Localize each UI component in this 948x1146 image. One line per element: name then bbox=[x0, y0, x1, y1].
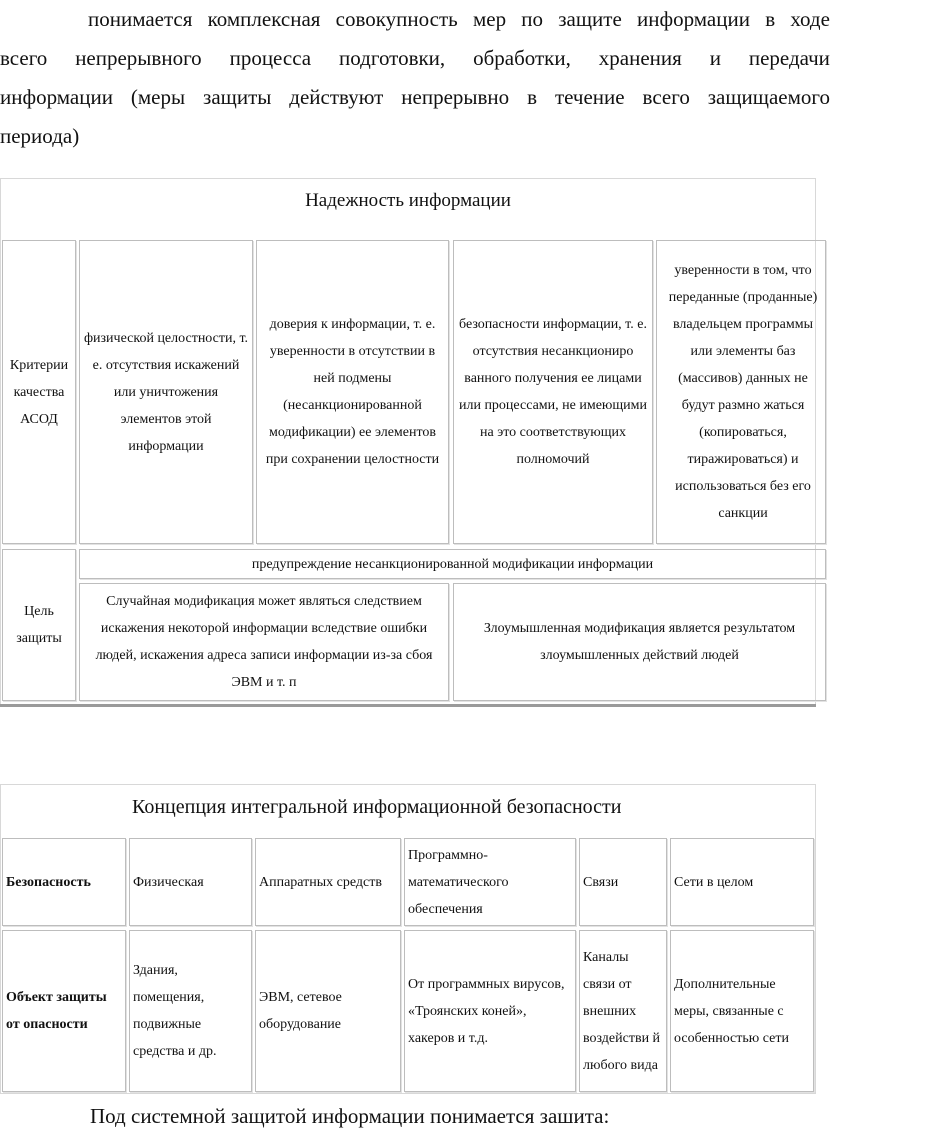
paragraph-word: действуют bbox=[289, 85, 384, 109]
paragraph-word: комплексная bbox=[207, 7, 321, 31]
integral-security-table-title: Концепция интегральной информационной безопасности bbox=[132, 796, 622, 818]
paragraph-word: периода) bbox=[0, 124, 80, 148]
paragraph-word: и bbox=[709, 46, 721, 70]
paragraph-word: понимается bbox=[88, 7, 193, 31]
criterion-physical-integrity: физической целостности, т. е. отсутствия искажений или уничтожения элементов этой информации bbox=[79, 240, 253, 544]
paragraph-word: совокупность bbox=[335, 7, 458, 31]
goal-accidental-modification: Случайная модификация может являться следствием искажения некоторой информации вследствие ошибки людей, искажения адреса записи информации из-за сбоя ЭВМ и т. п bbox=[79, 583, 449, 701]
paragraph-word: в bbox=[765, 7, 776, 31]
table1-bottom-rule bbox=[0, 704, 816, 707]
object-hardware: ЭВМ, сетевое оборудование bbox=[255, 930, 401, 1092]
paragraph-word: защите bbox=[558, 7, 622, 31]
paragraph-word: мер bbox=[472, 7, 507, 31]
security-col-communications: Связи bbox=[579, 838, 667, 926]
reliability-table-title: Надежность информации bbox=[305, 190, 511, 211]
security-col-physical: Физическая bbox=[129, 838, 252, 926]
paragraph-word: защиты bbox=[203, 85, 272, 109]
security-col-software: Программно-математического обеспечения bbox=[404, 838, 576, 926]
security-row-header: Безопасность bbox=[2, 838, 126, 926]
paragraph-word: непрерывного bbox=[75, 46, 202, 70]
criteria-row-header: Критерии качества АСОД bbox=[2, 240, 76, 544]
object-communications: Каналы связи от внешних воздействи й любого вида bbox=[579, 930, 667, 1092]
bottom-text: Под системной защитой информации понимается зашита: bbox=[90, 1104, 610, 1128]
security-col-hardware: Аппаратных средств bbox=[255, 838, 401, 926]
intro-paragraph bbox=[0, 0, 830, 156]
paragraph-word: по bbox=[521, 7, 544, 31]
object-physical: Здания, помещения, подвижные средства и др. bbox=[129, 930, 252, 1092]
goal-span: предупреждение несанкционированной модификации информации bbox=[79, 549, 826, 579]
paragraph-word: защищаемого bbox=[707, 85, 830, 109]
paragraph-word: передачи bbox=[748, 46, 830, 70]
paragraph-word: информации bbox=[637, 7, 750, 31]
paragraph-line bbox=[0, 39, 830, 78]
paragraph-word: информации bbox=[0, 85, 113, 109]
paragraph-word: процесса bbox=[229, 46, 312, 70]
paragraph-word: всего bbox=[642, 85, 690, 109]
criterion-security: безопасности информации, т. е. отсутствия несанкциониро ванного получения ее лицами или процессами, не имеющими на это соответствующих полномочий bbox=[453, 240, 653, 544]
security-col-network: Сети в целом bbox=[670, 838, 814, 926]
paragraph-word: непрерывно bbox=[401, 85, 510, 109]
paragraph-word: течение bbox=[554, 85, 625, 109]
paragraph-word: обработки, bbox=[473, 46, 571, 70]
paragraph-word: хранения bbox=[598, 46, 682, 70]
paragraph-word: (меры bbox=[130, 85, 186, 109]
paragraph-word: подготовки, bbox=[339, 46, 446, 70]
object-row-header: Объект защиты от опасности bbox=[2, 930, 126, 1092]
paragraph-word: в bbox=[527, 85, 538, 109]
paragraph-line bbox=[0, 0, 830, 39]
paragraph-word: всего bbox=[0, 46, 48, 70]
object-software: От программных вирусов, «Троянских коней», хакеров и т.д. bbox=[404, 930, 576, 1092]
goal-row-header: Цель защиты bbox=[2, 549, 76, 701]
paragraph-word: ходе bbox=[790, 7, 830, 31]
paragraph-line bbox=[0, 117, 830, 156]
object-network: Дополнительные меры, связанные с особенностью сети bbox=[670, 930, 814, 1092]
criterion-trust: доверия к информации, т. е. уверенности в отсутствии в ней подмены (несанкционированной модификации) ее элементов при сохранении целостности bbox=[256, 240, 449, 544]
paragraph-line bbox=[0, 78, 830, 117]
goal-malicious-modification: Злоумышленная модификация является результатом злоумышленных действий людей bbox=[453, 583, 826, 701]
criterion-ownership: уверенности в том, что переданные (проданные) владельцем программы или элементы баз (массивов) данных не будут размно жаться (копироваться, тиражироваться) и использоваться без его санкции bbox=[656, 240, 826, 544]
